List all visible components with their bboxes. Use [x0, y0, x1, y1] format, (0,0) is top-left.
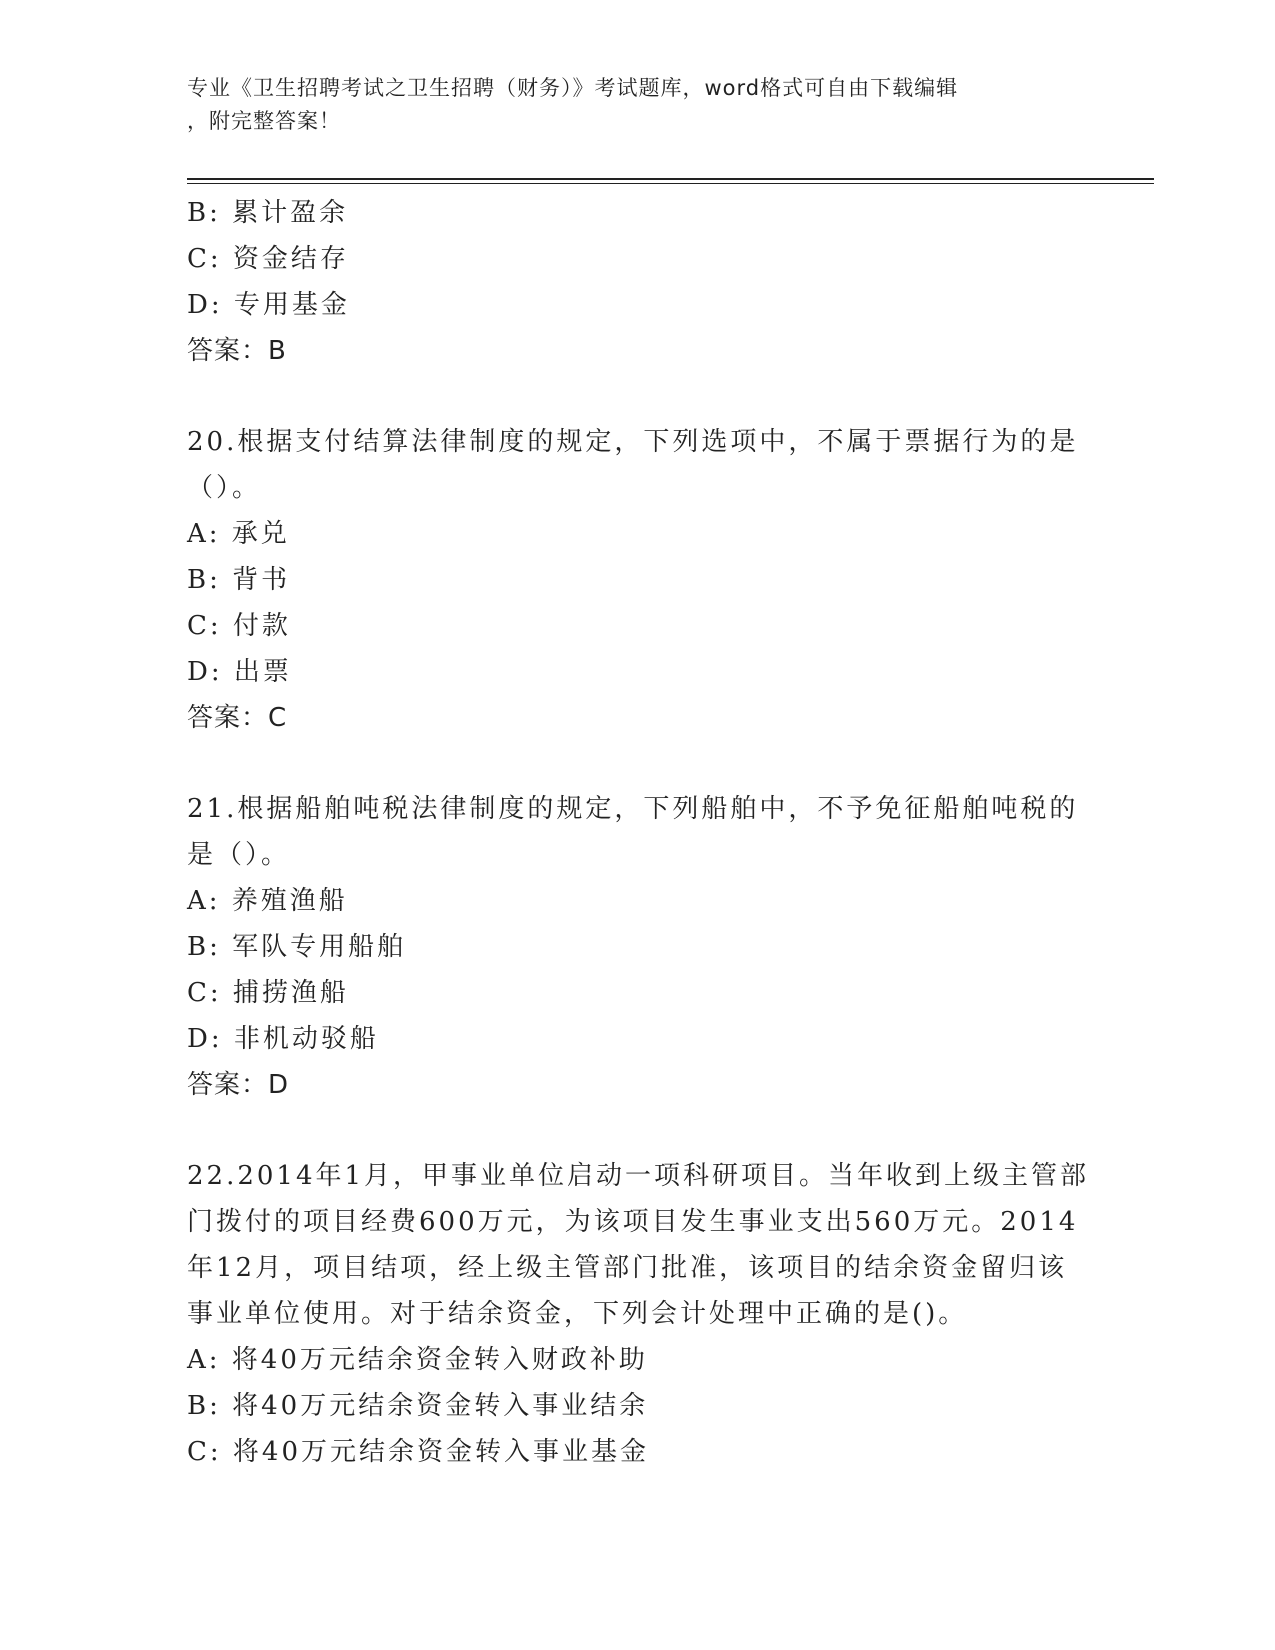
option-c: C: 资金结存 — [187, 244, 349, 274]
option-b: B: 将40万元结余资金转入事业结余 — [187, 1391, 649, 1421]
option-c: C: 捕捞渔船 — [187, 978, 349, 1008]
header-line-2: ，附完整答案！ — [187, 109, 341, 133]
spacer — [187, 374, 1087, 419]
question-stem: 事业单位使用。对于结余资金，下列会计处理中正确的是()。 — [187, 1299, 968, 1329]
question-stem: 20.根据支付结算法律制度的规定，下列选项中，不属于票据行为的是 — [187, 427, 1079, 457]
option-b: B: 累计盈余 — [187, 198, 349, 228]
option-d: D: 非机动驳船 — [187, 1024, 379, 1054]
option-a: A: 承兑 — [187, 519, 290, 549]
option-a: A: 养殖渔船 — [187, 886, 348, 916]
question-stem: 年12月，项目结项，经上级主管部门批准，该项目的结余资金留归该 — [187, 1253, 1068, 1283]
answer: 答案：D — [187, 1070, 290, 1100]
spacer — [187, 1108, 1087, 1153]
document-header — [187, 72, 1067, 138]
question-21 — [187, 786, 1087, 1108]
header-line-1: 专业《卫生招聘考试之卫生招聘（财务）》考试题库，word格式可自由下载编辑 — [187, 76, 959, 100]
header-divider-thin — [187, 183, 1154, 184]
option-c: C: 将40万元结余资金转入事业基金 — [187, 1437, 650, 1467]
question-19 — [187, 190, 1087, 374]
option-d: D: 出票 — [187, 657, 292, 687]
question-22 — [187, 1153, 1090, 1475]
spacer — [187, 741, 1087, 786]
question-stem: 门拨付的项目经费600万元，为该项目发生事业支出560万元。2014 — [187, 1207, 1079, 1237]
option-a: A: 将40万元结余资金转入财政补助 — [187, 1345, 648, 1375]
option-b: B: 军队专用船舶 — [187, 932, 407, 962]
answer: 答案：C — [187, 703, 288, 733]
question-stem: 21.根据船舶吨税法律制度的规定，下列船舶中，不予免征船舶吨税的 — [187, 794, 1079, 824]
option-b: B: 背书 — [187, 565, 291, 595]
option-c: C: 付款 — [187, 611, 291, 641]
question-stem: （）。 — [187, 473, 262, 503]
option-d: D: 专用基金 — [187, 290, 350, 320]
question-stem: 22.2014年1月，甲事业单位启动一项科研项目。当年收到上级主管部 — [187, 1161, 1090, 1191]
answer: 答案：B — [187, 336, 287, 366]
question-20 — [187, 419, 1087, 741]
question-stem: 是（）。 — [187, 840, 291, 870]
question-list — [187, 190, 1090, 1475]
header-divider-thick — [187, 178, 1154, 180]
